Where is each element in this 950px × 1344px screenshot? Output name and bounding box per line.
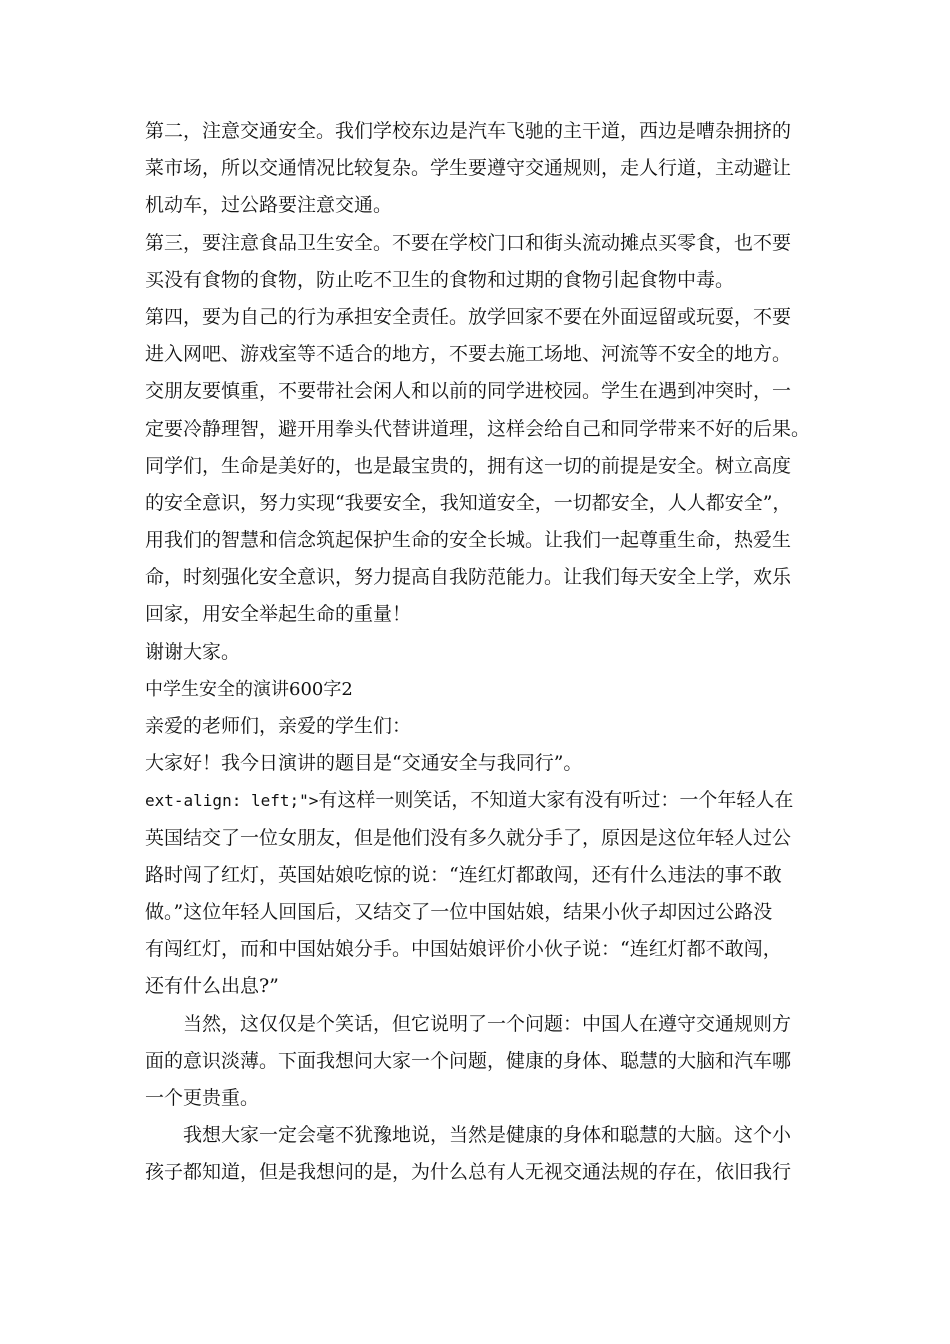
text-fragment: 有这样一则笑话，不知道大家有没有听过：一个年轻人在 [318, 789, 794, 812]
text-line: 命，时刻强化安全意识，努力提高自我防范能力。让我们每天安全上学，欢乐 [145, 566, 792, 589]
text-line: 定要冷静理智，避开用拳头代替讲道理，这样会给自己和同学带来不好的后果。 [145, 417, 811, 440]
text-line: 英国结交了一位女朋友，但是他们没有多久就分手了，原因是这位年轻人过公 [145, 826, 792, 849]
paragraph-first-line: 当然，这仅仅是个笑话，但它说明了一个问题：中国人在遵守交通规则方 [183, 1012, 792, 1035]
text-line: 面的意识淡薄。下面我想问大家一个问题，健康的身体、聪慧的大脑和汽车哪 [145, 1049, 792, 1072]
text-line: 一个更贵重。 [145, 1086, 260, 1109]
stray-code-fragment: ext-align: left;"> [145, 791, 319, 811]
text-line: 路时闯了红灯，英国姑娘吃惊的说：“连红灯都敢闯，还有什么违法的事不敢 [145, 863, 782, 886]
text-line: 机动车，过公路要注意交通。 [145, 194, 393, 217]
text-line: 第四，要为自己的行为承担安全责任。放学回家不要在外面逗留或玩耍，不要 [145, 305, 792, 328]
section-heading: 中学生安全的演讲600字2 [145, 678, 353, 700]
text-line: 用我们的智慧和信念筑起保护生命的安全长城。让我们一起尊重生命，热爱生 [145, 529, 792, 552]
closing-line: 谢谢大家。 [145, 640, 241, 663]
text-line: 做。”这位年轻人回国后，又结交了一位中国姑娘，结果小伙子却因过公路没 [145, 900, 773, 923]
text-line: 菜市场，所以交通情况比较复杂。学生要遵守交通规则，走人行道，主动避让 [145, 157, 792, 180]
text-line: 第二，注意交通安全。我们学校东边是汽车飞驰的主干道，西边是嘈杂拥挤的 [145, 120, 792, 142]
text-line: 的安全意识，努力实现“我要安全，我知道安全，一切都安全，人人都安全”， [145, 491, 792, 514]
text-line: 大家好！我今日演讲的题目是“交通安全与我同行”。 [145, 752, 583, 775]
text-line-with-code [145, 782, 815, 819]
text-line: 同学们，生命是美好的，也是最宝贵的，拥有这一切的前提是安全。树立高度 [145, 454, 792, 477]
document-body [145, 113, 815, 1191]
text-line: 回家，用安全举起生命的重量！ [145, 603, 412, 626]
text-line: 有闯红灯，而和中国姑娘分手。中国姑娘评价小伙子说：“连红灯都不敢闯， [145, 938, 782, 961]
text-line: 买没有食物的食物，防止吃不卫生的食物和过期的食物引起食物中毒。 [145, 268, 735, 291]
text-line: 还有什么出息?” [145, 975, 279, 998]
paragraph-first-line: 我想大家一定会毫不犹豫地说，当然是健康的身体和聪慧的大脑。这个小 [183, 1124, 792, 1147]
text-line: 孩子都知道，但是我想问的是，为什么总有人无视交通法规的存在，依旧我行 [145, 1161, 792, 1184]
greeting-line: 亲爱的老师们，亲爱的学生们： [145, 715, 412, 737]
text-line: 进入网吧、游戏室等不适合的地方，不要去施工场地、河流等不安全的地方。 [145, 343, 792, 366]
text-line: 交朋友要慎重，不要带社会闲人和以前的同学进校园。学生在遇到冲突时，一 [145, 380, 792, 403]
text-line: 第三，要注意食品卫生安全。不要在学校门口和街头流动摊点买零食，也不要 [145, 231, 792, 254]
